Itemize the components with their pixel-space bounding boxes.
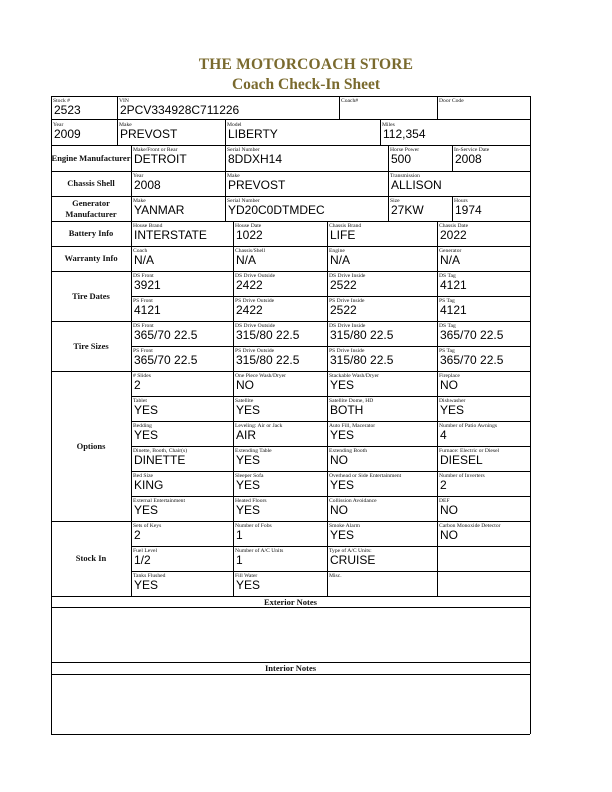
grid-line (131, 571, 132, 596)
grid-line (530, 221, 531, 246)
stock-in-r1-c1-label: Number of A/C Units (235, 547, 284, 554)
options-r4-c1-label: Sleeper Sofa (235, 472, 264, 479)
options-r5-c0-label: External Entertainment (133, 497, 186, 504)
tire-dates-r1-c3-label: PS Tag (439, 297, 455, 304)
grid-line (437, 471, 438, 496)
options-r1-c2-value[interactable]: BOTH (330, 403, 364, 417)
stock-in-r1-c2-value[interactable]: CRUISE (330, 553, 376, 567)
options-r5-c1-value[interactable]: YES (236, 503, 261, 517)
grid-line (225, 119, 226, 145)
options-r0-c0-value[interactable]: 2 (134, 378, 141, 392)
tire-dates-r0-c2-label: DS Drive Inside (329, 272, 366, 279)
grid-line (327, 396, 328, 421)
chassis-0-value[interactable]: 2008 (134, 178, 161, 192)
grid-line (530, 171, 531, 196)
chassis-0-label: Year (133, 172, 144, 179)
options-r2-c2-label: Auto Fill, Macerator (329, 422, 376, 429)
options-r1-c2-label: Satellite Dome, HD (329, 397, 374, 404)
grid-line (388, 171, 389, 196)
tire-dates-r1-c0-value[interactable]: 4121 (134, 303, 161, 317)
grid-line (327, 471, 328, 496)
stock-in-r1-c1-value[interactable]: 1 (236, 553, 243, 567)
grid-line (51, 119, 530, 120)
interior-notes-area[interactable] (52, 675, 530, 733)
tire-dates-r1-c3-value[interactable]: 4121 (440, 303, 467, 317)
tire-dates-r0-c2-value[interactable]: 2522 (330, 278, 357, 292)
coach-number-label: Coach# (341, 97, 359, 104)
grid-line (233, 296, 234, 321)
grid-line (327, 496, 328, 521)
options-r3-c2-label: Extending Booth (329, 447, 368, 454)
options-r3-c1-label: Extending Table (235, 447, 272, 454)
grid-line (530, 521, 531, 596)
grid-line (437, 571, 438, 596)
engine-2-value[interactable]: 500 (391, 152, 412, 166)
grid-line (233, 571, 234, 596)
chassis-1-value[interactable]: PREVOST (228, 178, 286, 192)
options-r4-c0-value[interactable]: KING (134, 478, 164, 492)
options-r2-c3-label: Number of Patio Awnings (439, 422, 498, 429)
tire-sizes-r0-c0-value[interactable]: 365/70 22.5 (134, 328, 198, 342)
grid-line (437, 271, 438, 296)
grid-line (51, 321, 530, 322)
tire-sizes-r1-c3-value[interactable]: 365/70 22.5 (440, 353, 504, 367)
grid-line (530, 145, 531, 171)
grid-line (388, 196, 389, 221)
grid-line (117, 96, 118, 119)
chassis-1-label: Make (227, 172, 240, 179)
options-r1-c3-value[interactable]: YES (440, 403, 465, 417)
tire-dates-section-title: Tire Dates (72, 290, 110, 301)
battery-3-value[interactable]: 2022 (440, 228, 467, 242)
grid-line (437, 371, 438, 396)
warranty-section-title: Warranty Info (64, 253, 118, 263)
grid-line (131, 471, 132, 496)
grid-line (437, 246, 438, 271)
grid-line (233, 221, 234, 246)
options-r3-c0-label: Dinette, Booth, Chair(s) (133, 447, 188, 454)
tire-sizes-r1-c1-value[interactable]: 315/80 22.5 (236, 353, 300, 367)
tire-dates-r1-c1-value[interactable]: 2422 (236, 303, 263, 317)
grid-line (225, 196, 226, 221)
stock-in-r0-c1-label: Number of Fobs (235, 522, 272, 529)
door-code-label: Door Code (439, 97, 464, 104)
grid-line (530, 321, 531, 371)
options-r0-c1-label: One Piece Wash/Dryer (235, 372, 287, 379)
grid-line (131, 196, 132, 221)
stock-in-r1-c0-value[interactable]: 1/2 (134, 553, 151, 567)
tire-dates-r0-c3-label: DS Tag (439, 272, 456, 279)
grid-line (131, 496, 132, 521)
tire-sizes-r0-c1-value[interactable]: 315/80 22.5 (236, 328, 300, 342)
options-r1-c1-label: Satellite (235, 397, 254, 404)
options-section-title: Options (76, 440, 106, 451)
tire-sizes-r0-c2-value[interactable]: 315/80 22.5 (330, 328, 394, 342)
options-r0-c2-label: Stackable Wash/Dryer (329, 372, 379, 379)
options-r3-c1-value[interactable]: YES (236, 453, 261, 467)
stock-in-r2-c2-label: Misc. (329, 572, 342, 579)
stock-in-r2-c1-value[interactable]: YES (236, 578, 261, 592)
stock-in-r0-c0-value[interactable]: 2 (134, 528, 141, 542)
tire-sizes-r1-c2-label: PS Drive Inside (329, 347, 365, 354)
warranty-0-label: Coach (133, 247, 148, 254)
grid-line (233, 271, 234, 296)
grid-line (380, 119, 381, 145)
grid-line (225, 145, 226, 171)
grid-line (327, 421, 328, 446)
options-r5-c3-label: DEF (439, 497, 450, 504)
tire-sizes-r1-c0-value[interactable]: 365/70 22.5 (134, 353, 198, 367)
options-r2-c2-value[interactable]: YES (330, 428, 355, 442)
grid-line (327, 371, 328, 396)
options-r2-c0-label: Bedding (133, 422, 152, 429)
options-r5-c2-label: Collission Avoidance (329, 497, 377, 504)
options-r1-c0-label: Tablet (133, 397, 147, 404)
grid-line (437, 321, 438, 346)
grid-line (530, 246, 531, 271)
grid-line (327, 446, 328, 471)
grid-line (233, 546, 234, 571)
tire-dates-r0-c0-value[interactable]: 3921 (134, 278, 161, 292)
generator-3-value[interactable]: 1974 (455, 203, 482, 217)
stock-in-r0-c2-value[interactable]: YES (330, 528, 355, 542)
miles-value[interactable]: 112,354 (383, 127, 426, 141)
tire-dates-r1-c2-value[interactable]: 2522 (330, 303, 357, 317)
grid-line (233, 396, 234, 421)
options-r4-c1-value[interactable]: YES (236, 478, 261, 492)
grid-line (327, 271, 328, 296)
tire-dates-r1-c0-label: PS Front (133, 297, 153, 304)
battery-2-value[interactable]: LIFE (330, 228, 356, 242)
vin-value[interactable]: 2PCV334928C711226 (120, 103, 240, 117)
tire-sizes-r1-c0-label: PS Front (133, 347, 153, 354)
grid-line (131, 321, 132, 346)
options-r1-c0-value[interactable]: YES (134, 403, 159, 417)
grid-line (530, 96, 531, 119)
stock-in-r0-c0-label: Sets of Keys (133, 522, 162, 529)
options-r3-c2-value[interactable]: NO (330, 453, 348, 467)
options-r5-c1-label: Heated Floors (235, 497, 267, 504)
options-r3-c0-value[interactable]: DINETTE (134, 453, 186, 467)
engine-1-value[interactable]: 8DDXH14 (228, 152, 283, 166)
tire-dates-r0-c1-value[interactable]: 2422 (236, 278, 263, 292)
chassis-2-value[interactable]: ALLISON (391, 178, 442, 192)
tire-sizes-r1-c3-label: PS Tag (439, 347, 455, 354)
grid-line (327, 571, 328, 596)
grid-line (131, 546, 132, 571)
options-r0-c3-value[interactable]: NO (440, 378, 458, 392)
generator-3-label: Hours (454, 197, 468, 204)
battery-section-title: Battery Info (68, 228, 114, 238)
tire-dates-r0-c3-value[interactable]: 4121 (440, 278, 467, 292)
battery-1-value[interactable]: 1022 (236, 228, 263, 242)
grid-line (327, 321, 328, 346)
exterior-notes-area[interactable] (52, 608, 530, 661)
warranty-1-label: Chassis/Shell (235, 247, 266, 254)
stock-in-r2-c0-value[interactable]: YES (134, 578, 159, 592)
grid-line (327, 546, 328, 571)
grid-line (452, 145, 453, 171)
grid-line (233, 371, 234, 396)
tire-sizes-section-title: Tire Sizes (73, 340, 109, 351)
battery-2-label: Chassis Brand (329, 222, 362, 229)
stock-in-r2-c1-label: Fill Water (235, 572, 258, 579)
generator-section-title: Generator Manufacturer (65, 198, 117, 219)
grid-line (233, 246, 234, 271)
battery-3-label: Chassis Date (439, 222, 469, 229)
grid-line (327, 246, 328, 271)
grid-line (51, 96, 52, 119)
engine-3-label: In-Service Date (454, 146, 490, 153)
battery-0-value[interactable]: INTERSTATE (134, 228, 207, 242)
grid-line (131, 371, 132, 396)
generator-1-value[interactable]: YD20C0DTMDEC (228, 203, 325, 217)
grid-line (51, 119, 52, 145)
grid-line (437, 421, 438, 446)
chassis-section-title: Chassis Shell (67, 178, 115, 188)
generator-0-value[interactable]: YANMAR (134, 203, 185, 217)
sheet-title: Coach Check-In Sheet (231, 76, 381, 93)
store-name: THE MOTORCOACH STORE (198, 56, 414, 73)
grid-line (131, 346, 132, 371)
grid-line (51, 171, 530, 172)
generator-1-label: Serial Number (227, 197, 260, 204)
grid-line (233, 521, 234, 546)
stock-in-r0-c3-label: Carbon Monoxide Detector (439, 522, 501, 529)
model-label: Model (227, 121, 242, 128)
grid-line (233, 496, 234, 521)
tire-dates-r1-c1-label: PS Drive Outside (235, 297, 275, 304)
chassis-2-label: Transmission (390, 172, 420, 179)
options-r4-c2-value[interactable]: YES (330, 478, 355, 492)
tire-sizes-r0-c1-label: DS Drive Outside (235, 322, 276, 329)
tire-sizes-r1-c1-label: PS Drive Outside (235, 347, 275, 354)
stock-in-section-title: Stock In (75, 553, 107, 563)
options-r4-c3-value[interactable]: 2 (440, 478, 447, 492)
generator-2-label: Size (390, 197, 400, 204)
grid-line (437, 346, 438, 371)
grid-line (437, 546, 438, 571)
grid-line (131, 446, 132, 471)
options-r4-c3-label: Number of Inverters (439, 472, 485, 479)
grid-line (131, 246, 132, 271)
grid-line (233, 421, 234, 446)
tire-sizes-r1-c2-value[interactable]: 315/80 22.5 (330, 353, 394, 367)
grid-line (437, 521, 438, 546)
options-r3-c3-value[interactable]: DIESEL (440, 453, 483, 467)
grid-line (233, 321, 234, 346)
grid-line (388, 145, 389, 171)
stock-in-r0-c1-value[interactable]: 1 (236, 528, 243, 542)
options-r0-c0-label: # Slides (133, 372, 151, 379)
options-r2-c1-label: Leveling: Air or Jack (235, 422, 283, 429)
options-r1-c3-label: Dishwasher (439, 397, 466, 404)
grid-line (233, 471, 234, 496)
tire-dates-r0-c0-label: DS Front (133, 272, 154, 279)
options-r2-c3-value[interactable]: 4 (440, 428, 447, 442)
grid-line (117, 119, 118, 145)
grid-line (131, 171, 132, 196)
options-r2-c1-value[interactable]: AIR (236, 428, 257, 442)
options-r0-c2-value[interactable]: YES (330, 378, 355, 392)
grid-line (530, 271, 531, 321)
grid-line (327, 296, 328, 321)
tire-sizes-r0-c0-label: DS Front (133, 322, 154, 329)
engine-section-title: Engine Manufacturer (51, 152, 131, 163)
exterior-notes-title: Exterior Notes (264, 597, 317, 607)
grid-line (437, 296, 438, 321)
warranty-2-label: Engine (329, 247, 345, 254)
make-label: Make (119, 121, 132, 128)
grid-line (437, 446, 438, 471)
tire-sizes-r0-c3-label: DS Tag (439, 322, 456, 329)
engine-1-label: Serial Number (227, 146, 260, 153)
engine-3-value[interactable]: 2008 (455, 152, 482, 166)
tire-sizes-r0-c2-label: DS Drive Inside (329, 322, 366, 329)
options-r3-c3-label: Furnace: Electric or Diesel (439, 447, 500, 454)
grid-line (51, 271, 530, 272)
stock-label: Stock # (53, 97, 70, 104)
stock-in-r1-c0-label: Fuel Level (133, 547, 158, 554)
grid-line (225, 171, 226, 196)
grid-line (131, 296, 132, 321)
grid-line (131, 421, 132, 446)
year-label: Year (53, 121, 64, 128)
grid-line (530, 196, 531, 221)
warranty-0-value[interactable]: N/A (134, 253, 155, 267)
interior-notes-title: Interior Notes (264, 663, 317, 673)
generator-0-label: Make (133, 197, 146, 204)
grid-line (131, 271, 132, 296)
engine-0-value[interactable]: DETROIT (134, 152, 187, 166)
warranty-1-value[interactable]: N/A (236, 253, 257, 267)
year-value[interactable]: 2009 (54, 127, 81, 141)
options-r5-c0-value[interactable]: YES (134, 503, 159, 517)
engine-2-label: Horse Power (390, 146, 420, 153)
grid-line (327, 346, 328, 371)
stock-in-r1-c2-label: Type of A/C Units: (329, 547, 372, 554)
miles-label: Miles (382, 121, 395, 128)
options-r4-c2-label: Overhead or Side Entertainment (329, 472, 402, 479)
grid-line (131, 521, 132, 546)
grid-line (437, 496, 438, 521)
warranty-3-value[interactable]: N/A (440, 253, 461, 267)
warranty-3-label: Generator (439, 247, 462, 254)
grid-line (233, 446, 234, 471)
options-r5-c3-value[interactable]: NO (440, 503, 458, 517)
grid-line (233, 346, 234, 371)
model-value[interactable]: LIBERTY (228, 127, 278, 141)
grid-line (437, 221, 438, 246)
grid-line (327, 521, 328, 546)
tire-sizes-r0-c3-value[interactable]: 365/70 22.5 (440, 328, 504, 342)
grid-line (530, 119, 531, 145)
stock-in-r2-c0-label: Tanks Flushed (133, 572, 166, 579)
grid-line (530, 371, 531, 521)
options-r0-c3-label: Fireplace (439, 372, 460, 379)
grid-line (530, 596, 531, 734)
options-r5-c2-value[interactable]: NO (330, 503, 348, 517)
stock-in-r0-c3-value[interactable]: NO (440, 528, 458, 542)
grid-line (339, 96, 340, 119)
grid-line (452, 196, 453, 221)
grid-line (131, 396, 132, 421)
grid-line (437, 396, 438, 421)
battery-0-label: House Brand (133, 222, 163, 229)
warranty-2-value[interactable]: N/A (330, 253, 351, 267)
tire-dates-r0-c1-label: DS Drive Outside (235, 272, 276, 279)
grid-line (327, 221, 328, 246)
tire-dates-r1-c2-label: PS Drive Inside (329, 297, 365, 304)
generator-2-value[interactable]: 27KW (391, 203, 424, 217)
vin-label: VIN (119, 97, 129, 104)
stock-in-r0-c2-label: Smoke Alarm (329, 522, 360, 529)
options-r1-c1-value[interactable]: YES (236, 403, 261, 417)
grid-line (437, 96, 438, 119)
options-r0-c1-value[interactable]: NO (236, 378, 254, 392)
grid-line (51, 734, 530, 735)
grid-line (131, 221, 132, 246)
stock-value[interactable]: 2523 (54, 103, 81, 117)
engine-0-label: Make/Front or Rear (133, 146, 178, 153)
grid-line (131, 145, 132, 171)
make-value[interactable]: PREVOST (120, 127, 178, 141)
options-r2-c0-value[interactable]: YES (134, 428, 159, 442)
battery-1-label: House Date (235, 222, 262, 229)
options-r4-c0-label: Bed Size (133, 472, 154, 479)
